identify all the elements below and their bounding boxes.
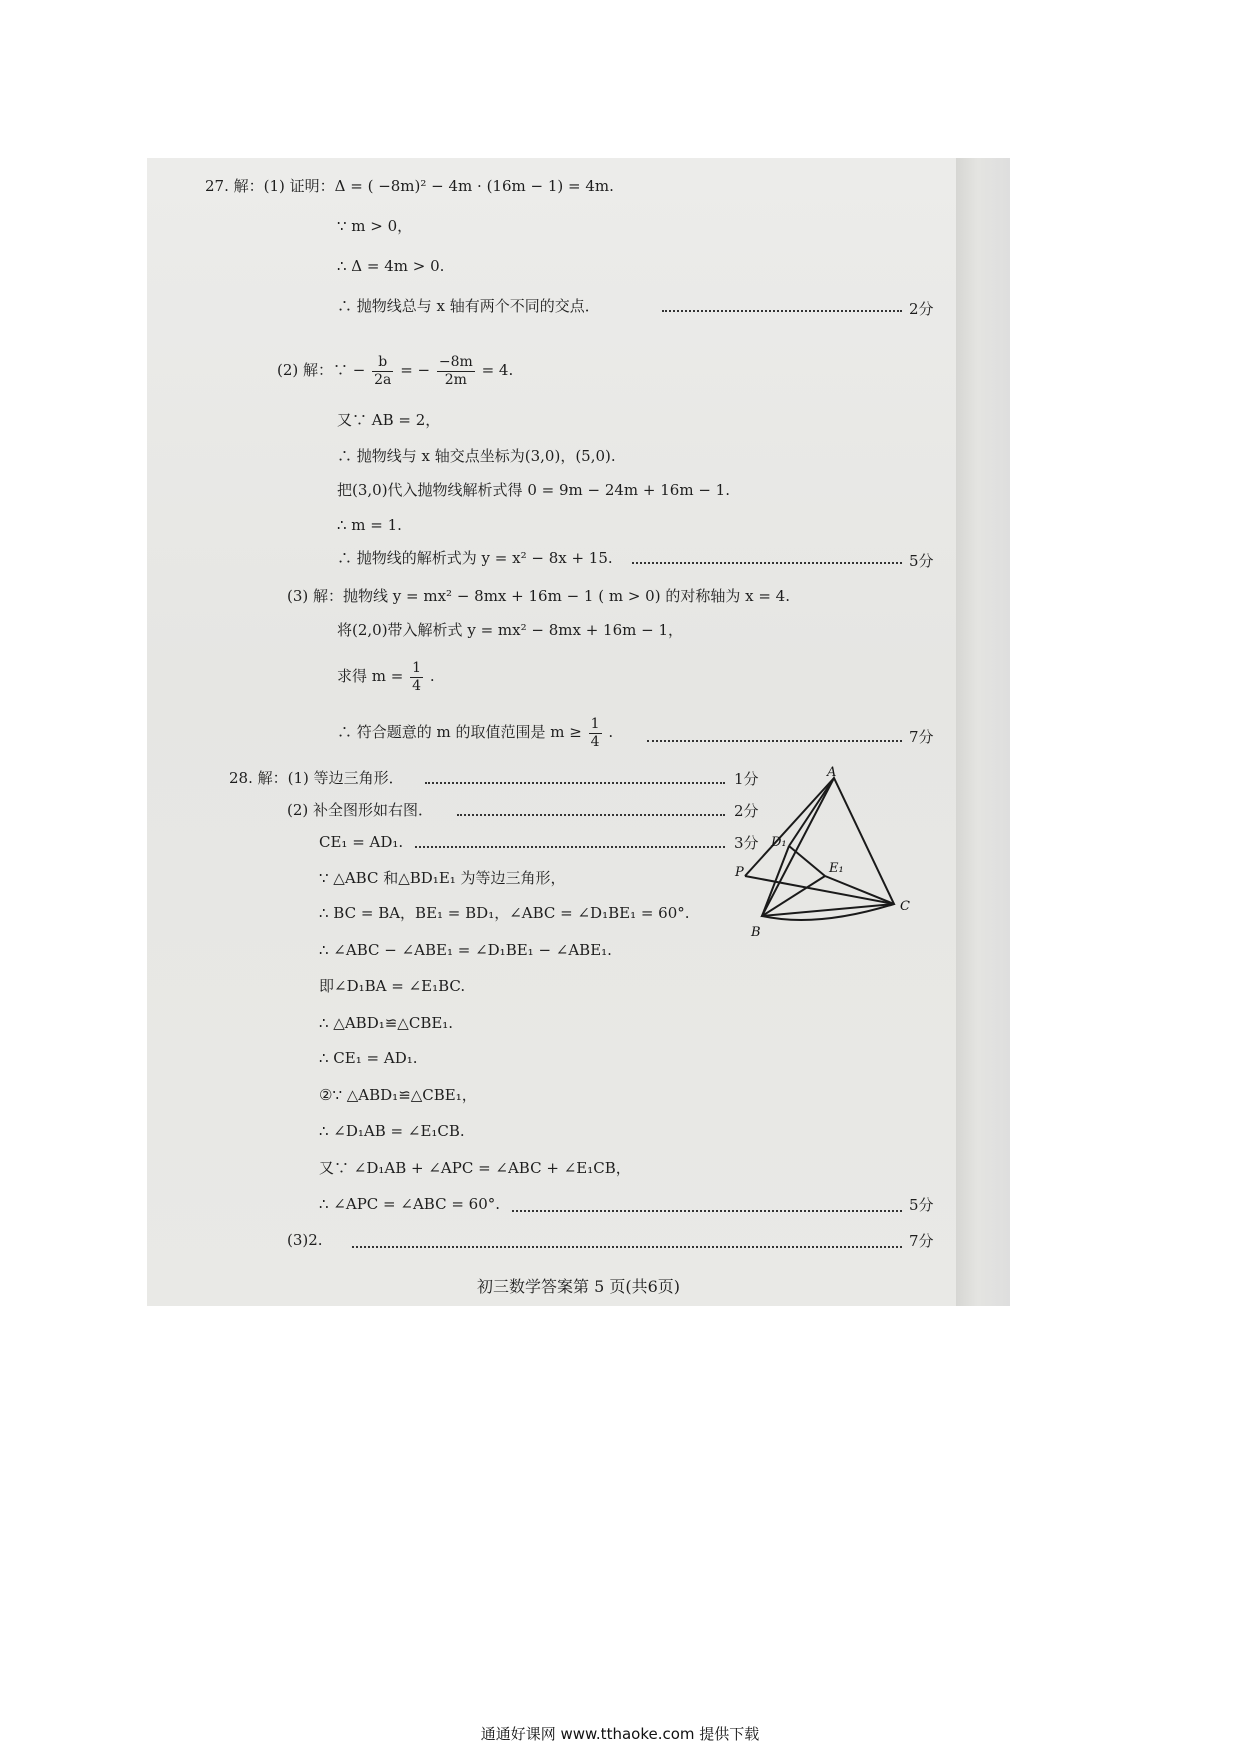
q27-part2-mid: = − [400, 361, 431, 379]
fraction-denominator: 4 [412, 677, 422, 694]
fraction [589, 716, 602, 751]
fraction [437, 354, 475, 389]
equilateral-triangle-figure [735, 765, 927, 958]
q27-line-2: ∴ Δ = 4m > 0. [337, 257, 445, 275]
q27-line-10: 将(2,0)带入解析式 y = mx² − 8mx + 16m − 1， [337, 621, 683, 639]
dot-leader [647, 740, 902, 742]
score-mark: 7分 [909, 1232, 934, 1250]
score-mark: 3分 [734, 834, 759, 852]
dot-leader [512, 1210, 902, 1212]
q28-line-3: CE₁ = AD₁. [319, 833, 404, 851]
sheet-page-number: 初三数学答案第 5 页(共6页) [476, 1277, 681, 1296]
dot-leader [457, 814, 725, 816]
q27-line-9: (3) 解：抛物线 y = mx² − 8mx + 16m − 1 ( m > 0) 的对称轴为 x = 4. [287, 587, 790, 605]
q28-line-11: ∴ ∠D₁AB = ∠E₁CB. [319, 1122, 465, 1140]
q27-heading: 27. 解：(1) 证明：Δ = ( −8m)² − 4m · (16m − 1) = 4m. [205, 177, 614, 195]
label-e1: E₁ [829, 861, 844, 876]
segment-d1e1 [789, 846, 825, 876]
q28-line-4: ∵ △ABC 和△BD₁E₁ 为等边三角形， [319, 869, 566, 887]
fraction-numerator: 1 [590, 715, 600, 732]
scanned-answer-sheet [147, 158, 1010, 1306]
q28-line-7: 即∠D₁BA = ∠E₁BC. [319, 977, 466, 995]
segment-ad1 [789, 778, 834, 846]
fraction-denominator: 4 [590, 733, 600, 750]
score-mark: 1分 [734, 770, 759, 788]
score-mark: 7分 [909, 728, 934, 746]
download-source-footer: 通通好课网 www.tthaoke.com 提供下载 [480, 1725, 760, 1743]
q28-line-6: ∴ ∠ABC − ∠ABE₁ = ∠D₁BE₁ − ∠ABE₁. [319, 941, 612, 959]
q28-line-12: 又∵ ∠D₁AB + ∠APC = ∠ABC + ∠E₁CB， [319, 1159, 631, 1177]
q28-line-2: (2) 补全图形如右图． [287, 801, 434, 819]
fraction [372, 354, 393, 389]
fraction-numerator: b [372, 354, 393, 372]
fraction [410, 660, 423, 695]
label-b: B [751, 925, 761, 940]
q27-line-12 [337, 710, 613, 754]
score-mark: 2分 [734, 802, 759, 820]
label-p: P [735, 865, 744, 880]
q27-line-5: ∴ 抛物线与 x 轴交点坐标为(3,0)，(5,0). [337, 447, 616, 465]
score-mark: 5分 [909, 1196, 934, 1214]
dot-leader [415, 846, 725, 848]
q28-line-14: (3)2. [287, 1231, 323, 1249]
q28-line-8: ∴ △ABD₁≌△CBE₁. [319, 1014, 454, 1032]
score-mark: 2分 [909, 300, 934, 318]
q27-line-4: 又∵ AB = 2， [337, 411, 441, 429]
q27-part2-prefix: (2) 解：∵ − [277, 361, 366, 379]
dot-leader [662, 310, 902, 312]
fraction-denominator: 2m [444, 371, 467, 388]
q27-line-12-prefix: ∴ 符合题意的 m 的取值范围是 m ≥ [337, 723, 582, 741]
page-edge-shadow [956, 158, 1010, 1306]
label-c: C [900, 899, 910, 914]
q28-line-1: 28. 解：(1) 等边三角形． [229, 769, 404, 787]
segment-bd1 [762, 846, 789, 916]
q27-line-11-end: . [429, 667, 435, 685]
q27-part2-line [277, 350, 513, 390]
label-a: A [827, 765, 837, 780]
q28-line-5: ∴ BC = BA，BE₁ = BD₁，∠ABC = ∠D₁BE₁ = 60°. [319, 904, 690, 922]
dot-leader [352, 1246, 902, 1248]
q28-line-9: ∴ CE₁ = AD₁. [319, 1049, 418, 1067]
q27-line-7: ∴ m = 1. [337, 516, 402, 534]
q27-line-6: 把(3,0)代入抛物线解析式得 0 = 9m − 24m + 16m − 1. [337, 481, 730, 499]
score-mark: 5分 [909, 552, 934, 570]
q28-line-10: ②∵ △ABD₁≌△CBE₁， [319, 1086, 477, 1104]
q27-line-1: ∵ m > 0， [337, 217, 413, 235]
label-d1: D₁ [771, 835, 787, 850]
fraction-numerator: 1 [412, 659, 422, 676]
q27-line-12-end: . [608, 723, 614, 741]
fraction-numerator: −8m [438, 353, 473, 370]
dot-leader [425, 782, 725, 784]
q27-part2-end: = 4. [481, 361, 514, 379]
q28-line-13: ∴ ∠APC = ∠ABC = 60°. [319, 1195, 501, 1213]
dot-leader [632, 562, 902, 564]
q27-line-11-prefix: 求得 m = [337, 667, 404, 685]
q27-line-11 [337, 654, 435, 698]
fraction-denominator: 2a [374, 371, 392, 388]
q27-line-3: ∴ 抛物线总与 x 轴有两个不同的交点． [337, 297, 600, 315]
q27-line-8: ∴ 抛物线的解析式为 y = x² − 8x + 15. [337, 549, 613, 567]
